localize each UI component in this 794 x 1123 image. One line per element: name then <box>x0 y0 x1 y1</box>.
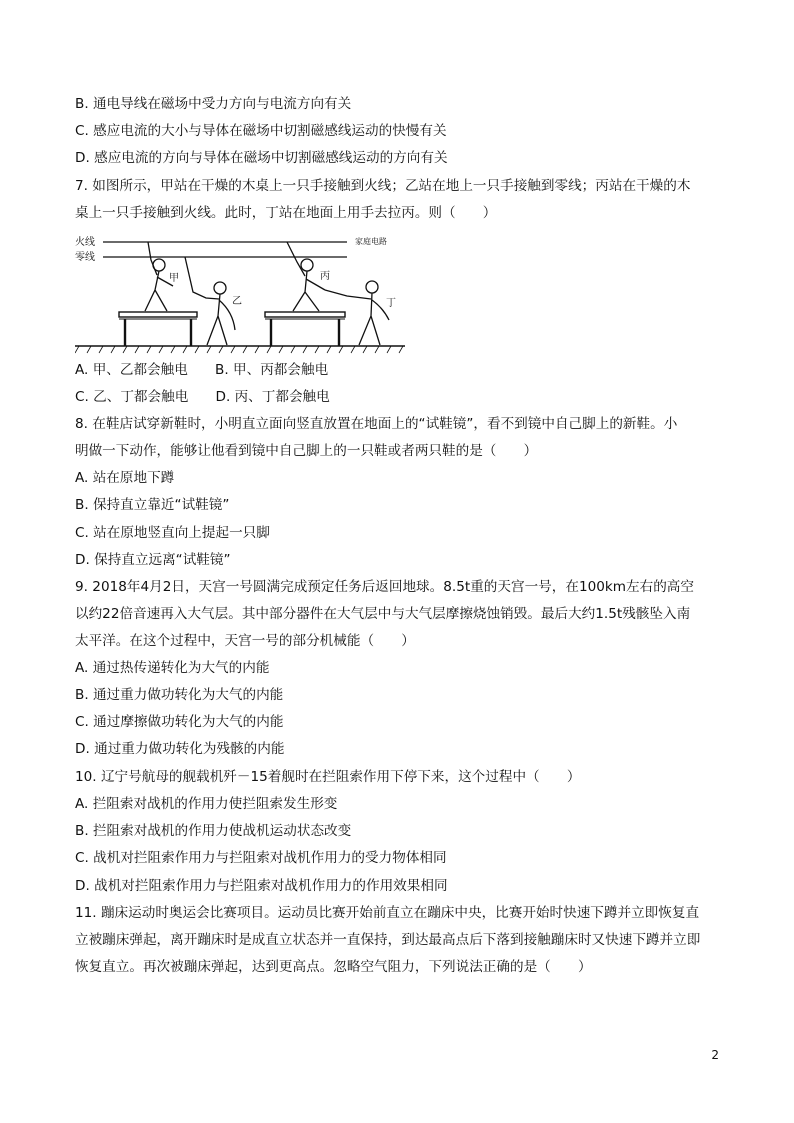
question-7-line-1: 7. 如图所示，甲站在干燥的木桌上一只手接触到火线；乙站在地上一只手接触到零线；丙站在干燥的木 <box>75 178 691 194</box>
question-8-line-2: 明做一下动作，能够让他看到镜中自己脚上的一只鞋或者两只鞋的是（ ） <box>75 443 538 459</box>
option-7-cd: C. 乙、丁都会触电 D. 丙、丁都会触电 <box>75 389 330 405</box>
question-7-line-2: 桌上一只手接触到火线。此时，丁站在地面上用手去拉丙。则（ ） <box>75 205 497 221</box>
question-9-line-3: 太平洋。在这个过程中，天宫一号的部分机械能（ ） <box>75 633 415 649</box>
question-11-line-1: 11. 蹦床运动时奥运会比赛项目。运动员比赛开始前直立在蹦床中央，比赛开始时快速下蹲并立即恢复直 <box>75 905 700 921</box>
option-9c: C. 通过摩擦做功转化为大气的内能 <box>75 714 284 730</box>
live-wire-label: 火线 <box>75 237 95 248</box>
option-6c: C. 感应电流的大小与导体在磁场中切割磁感线运动的快慢有关 <box>75 123 447 139</box>
question-11-line-2: 立被蹦床弹起，离开蹦床时是成直立状态并一直保持，到达最高点后下落到接触蹦床时又快速下蹲并立即 <box>75 932 701 948</box>
option-8b: B. 保持直立靠近“试鞋镜” <box>75 497 230 513</box>
option-10a: A. 拦阻索对战机的作用力使拦阻索发生形变 <box>75 796 338 812</box>
option-9b: B. 通过重力做功转化为大气的内能 <box>75 687 284 703</box>
option-10b: B. 拦阻索对战机的作用力使战机运动状态改变 <box>75 823 352 839</box>
neutral-wire-label: 零线 <box>75 252 95 263</box>
label-bing: 丙 <box>320 271 330 282</box>
question-11-line-3: 恢复直立。再次被蹦床弹起，达到更高点。忽略空气阻力，下列说法正确的是（ ） <box>75 959 592 975</box>
question-8-line-1: 8. 在鞋店试穿新鞋时，小明直立面向竖直放置在地面上的“试鞋镜”，看不到镜中自己脚上的新鞋。小 <box>75 416 678 432</box>
option-9d: D. 通过重力做功转化为残骸的内能 <box>75 741 285 757</box>
option-8d: D. 保持直立远离“试鞋镜” <box>75 552 231 568</box>
option-9a: A. 通过热传递转化为大气的内能 <box>75 660 270 676</box>
page-number: 2 <box>711 1048 719 1062</box>
label-yi: 乙 <box>232 296 242 307</box>
option-8c: C. 站在原地竖直向上提起一只脚 <box>75 525 270 541</box>
option-6d: D. 感应电流的方向与导体在磁场中切割磁感线运动的方向有关 <box>75 150 448 166</box>
wooden-table-1 <box>119 312 197 346</box>
option-10d: D. 战机对拦阻索作用力与拦阻索对战机作用力的作用效果相同 <box>75 878 448 894</box>
circuit-label: 家庭电路 <box>355 237 387 246</box>
question-10: 10. 辽宁号航母的舰载机歼－15着舰时在拦阻索作用下停下来，这个过程中（ ） <box>75 769 581 785</box>
person-yi <box>185 257 235 345</box>
option-7-ab: A. 甲、乙都会触电 B. 甲、丙都会触电 <box>75 362 329 378</box>
option-10c: C. 战机对拦阻索作用力与拦阻索对战机作用力的受力物体相同 <box>75 850 447 866</box>
option-6b: B. 通电导线在磁场中受力方向与电流方向有关 <box>75 96 352 112</box>
electric-shock-figure <box>75 232 410 354</box>
question-9-line-2: 以约22倍音速再入大气层。其中部分器件在大气层中与大气层摩擦烧蚀销毁。最后大约1.5t残骸坠入南 <box>75 606 691 622</box>
wooden-table-2 <box>265 312 345 346</box>
label-jia: 甲 <box>169 273 179 284</box>
question-9-line-1: 9. 2018年4月2日，天宫一号圆满完成预定任务后返回地球。8.5t重的天宫一号，在100km左右的高空 <box>75 579 694 595</box>
option-8a: A. 站在原地下蹲 <box>75 470 175 486</box>
label-ding: 丁 <box>386 298 396 309</box>
